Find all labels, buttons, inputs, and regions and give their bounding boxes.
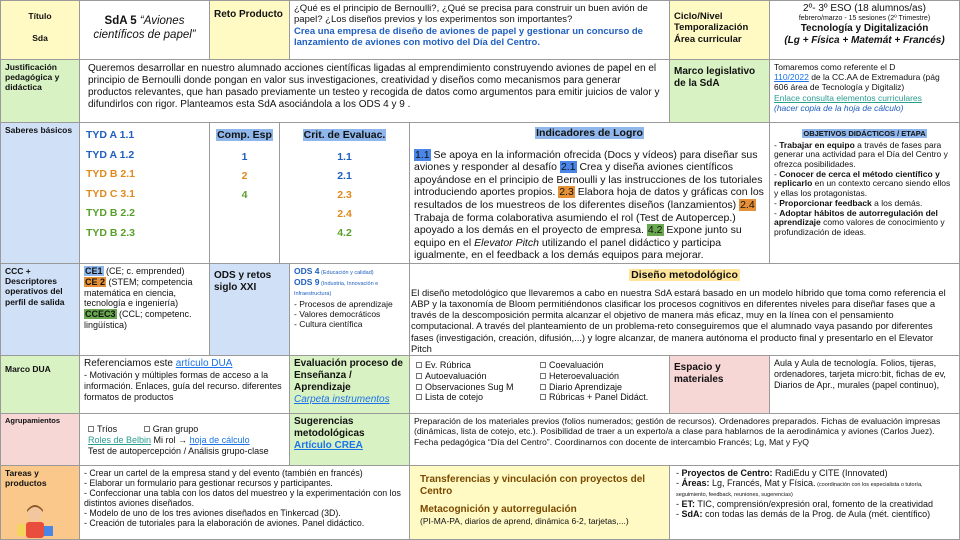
sugerencias-label-cell (289, 413, 410, 466)
mi-rol-text: Mi rol → (151, 434, 190, 445)
tyd-item: TYD C 3.1 (86, 187, 136, 200)
articulo-dua-link[interactable]: artículo DUA (175, 358, 233, 369)
ccec-line (84, 309, 205, 331)
gran-grupo-label: Gran grupo (152, 424, 199, 434)
crit-item: 2.3 (337, 188, 352, 201)
saberes-label: Saberes básicos (5, 125, 73, 135)
diseno-cell (409, 263, 960, 356)
agrupamientos-cell (79, 413, 290, 466)
check-label: Ev. Rúbrica (425, 360, 471, 370)
roles-line (88, 435, 285, 446)
ccc-label: CCC + Descriptores operativos del perfil de salida (5, 266, 65, 307)
justificacion-label: Justificación pedagógica y didáctica (5, 62, 60, 93)
trios-label: Tríos (97, 424, 118, 434)
objetivo-bold: Trabajar en equipo (779, 139, 855, 150)
tarea-item: - Crear un cartel de la empresa stand y del evento (también en francés) (84, 468, 405, 478)
descriptores-cell (79, 263, 210, 356)
gran-grupo-option[interactable] (144, 424, 199, 434)
checkbox-icon (540, 362, 546, 368)
ciclo-line1: 2º- 3º ESO (18 alumnos/as) (803, 3, 926, 14)
tyd-cell (79, 122, 210, 264)
check-label: Observaciones Sug M (425, 381, 514, 392)
transferencias-cell (409, 465, 670, 540)
proyecto-bold: SdA: (681, 508, 703, 519)
sda-title-italic: “Aviones científicos de papel” (93, 15, 196, 41)
title-cell (79, 0, 210, 60)
check-item[interactable] (416, 392, 514, 403)
ind-text: Se apoya en la información ofrecida (Docs y vídeos) para diseñar sus aviones y responder al desafío (414, 148, 758, 174)
justificacion-label-cell (0, 59, 80, 123)
proyecto-item (676, 468, 955, 478)
tyd-item: TYD A 1.1 (86, 129, 135, 141)
espacio-label: Espacio y materiales (674, 362, 724, 385)
metacognicion-label: Metacognición y autorregulación (420, 504, 577, 515)
objetivo-item (774, 170, 955, 199)
ods-label-cell (209, 263, 290, 356)
objetivos-header (774, 129, 955, 139)
sda-label: Sda (32, 33, 48, 44)
objetivo-item (774, 209, 955, 238)
proyecto-bold: Áreas: (681, 478, 710, 489)
evaluacion-label-cell (289, 355, 410, 414)
marco-text-3: (hacer copia de la hoja de cálculo) (774, 102, 904, 113)
check-label: Diario Aprendizaje (549, 381, 623, 392)
objetivos-cell (769, 122, 960, 264)
ods9-text: (Industria, Innovación e Infraestructura) (294, 280, 379, 298)
check-label: Heteroevaluación (549, 370, 620, 381)
sugerencias-label: Sugerencias metodológicas (294, 416, 365, 439)
comp-header-text: Comp. Esp (217, 129, 272, 141)
ce1-text: (CE; c. emprended) (103, 266, 185, 276)
reto-cell (289, 0, 670, 60)
checkbox-icon (540, 373, 546, 379)
student-illustration-icon (15, 504, 55, 540)
sugerencias-text: Preparación de los materiales previos (folios numerados; gestión de recursos). Ordenadores preparados. Fichas de evaluación impresas (dinámicas, lista de cotejo, etc.). Posibilidad de traer a un experto/a a clase para hablarnos de la aerodinámica y aviones (Carlos Juez). Fecha pedagógica “Día del Centro”. Coordinarnos con docente de intercambio Francés; Lg, Mat y FyQ (414, 416, 941, 447)
ce1-line (84, 266, 205, 277)
ind-text: Elabora hoja de datos y gráficas con los resultados de los muestreos de los diferentes diseños (lanzamientos) (414, 186, 764, 211)
tareas-label: Tareas y productos (5, 468, 47, 489)
agrup-options (88, 424, 285, 435)
check-label: Coevaluación (549, 360, 604, 370)
checkbox-icon (416, 384, 422, 390)
carpeta-instrumentos-link[interactable]: Carpeta instrumentos (294, 394, 390, 405)
reto-item: - Procesos de aprendizaje (294, 299, 405, 309)
titulo-label: Título (28, 11, 52, 21)
reto-label-cell (209, 0, 290, 60)
dua-cell (79, 355, 290, 414)
check-item[interactable] (416, 360, 514, 371)
ce2-text: (STEM; competencia matemática en ciencia, tecnología e ingeniería) (84, 276, 193, 309)
dua-ref-text: Referenciamos este (84, 358, 176, 369)
ods9-tag: ODS 9 (294, 276, 320, 287)
ciclo-line4: (Lg + Física + Matemát + Francés) (784, 35, 945, 47)
ccec-text: (CCL; competenc. lingüística) (84, 309, 192, 330)
ccc-label-cell (0, 263, 80, 356)
proyecto-text: RadiEdu y CITE (Innovated) (772, 468, 888, 478)
comp-item: 4 (241, 188, 248, 201)
proyecto-item (676, 478, 955, 498)
check-label: Lista de cotejo (425, 392, 484, 403)
indicadores-text (414, 149, 765, 262)
dua-item: - Motivación y múltiples formas de acceso a la información. Enlaces, guía del recurso. diferentes formatos de productos (84, 370, 285, 402)
objetivo-bold: Proporcionar feedback (779, 197, 872, 208)
reto-item: - Valores democráticos (294, 309, 405, 319)
tyd-item: TYD A 1.2 (86, 148, 135, 161)
ciclo-line3: Tecnología y Digitalización (800, 23, 929, 35)
metacognicion-text: (PI-MA-PA, diarios de aprend, dinámica 6-2, tarjetas,...) (420, 516, 629, 526)
checks-right (540, 360, 648, 403)
tarea-item: - Confeccionar una tabla con los datos del muestreo y la experimentación con los distintos aviones diseñados. (84, 488, 405, 508)
crit-item: 1.1 (337, 150, 352, 163)
check-item[interactable] (416, 371, 514, 382)
sugerencias-cell (409, 413, 960, 466)
diseno-text: El diseño metodológico que llevaremos a cabo en nuestra SdA estará basado en un modelo híbrido que toma como referencia el ABP y la taxonomía de Bloom permitiéndonos clasificar los procesos cognitivos en diferentes niveles para diseñar fases que a través de la descomposición permita alcanzar el objetivo de manera más eficaz, muy en la línea con el pensamiento computacional. A través del planteamiento de un problema-reto conseguiremos que el alumnado vaya pasando por diferentes fases (investigación, creación, difusión,...) y logre alcanzar, de manera autónoma el producto final y presentarlo en el Elevator Pitch (411, 286, 946, 354)
objetivo-bold: Adoptar hábitos de autorregulación del aprendizaje (774, 207, 938, 228)
roles-belbin-link[interactable]: Roles de Belbin (88, 434, 152, 445)
ce2-tag: CE 2 (85, 276, 106, 287)
tareas-cell (79, 465, 410, 540)
marco-text-2: de la CC.AA de Extremadura (pág 606 área de Tecnología y Digitaliz) (774, 72, 940, 93)
diseno-header (414, 269, 955, 282)
ods4-tag: ODS 4 (294, 266, 320, 276)
reto-item: - Cultura científica (294, 319, 405, 329)
ods-label: ODS y retos siglo XXI (214, 270, 272, 293)
crit-header-text: Crit. de Evaluac. (303, 129, 386, 141)
titulo-label-cell (0, 0, 80, 60)
ciclo-label: Ciclo/Nivel Temporalización Área curricular (674, 11, 749, 45)
tarea-item: - Modelo de uno de los tres aviones diseñados en Tinkercad (3D). (84, 508, 405, 518)
comp-header (214, 129, 275, 142)
ind-text: Expone junto su equipo en el (414, 224, 742, 249)
proyecto-text: Lg, Francés, Mat y Física. (709, 478, 816, 489)
sda-title: SdA 5 (104, 15, 137, 27)
checkbox-icon (88, 426, 94, 432)
articulo-crea-link[interactable]: Artículo CREA (294, 440, 363, 451)
checkbox-icon (416, 373, 422, 379)
comp-item: 2 (241, 169, 248, 182)
objetivo-text: a través de fases para generar una actividad para el Día del Centro y ofrezca posibilidades. (774, 139, 948, 170)
marco-legislativo-label: Marco legislativo de la SdA (674, 66, 756, 89)
reto-label: Reto Producto (214, 9, 283, 20)
ind-text: utilizando el panel didáctico y participa igualmente, en el feedback a los demás equipos para mejorar. (414, 236, 722, 262)
check-item[interactable] (540, 382, 648, 393)
ods-cell (289, 263, 410, 356)
comp-item: 1 (241, 150, 248, 163)
indicadores-header-text: Indicadores de Logro (536, 127, 643, 139)
check-label: Rúbricas + Panel Didáct. (549, 392, 649, 403)
crit-item: 2.4 (337, 207, 352, 220)
test-line: Test de autopercepción / Análisis grupo-clase (88, 445, 269, 456)
reto-product: Crea una empresa de diseño de aviones de papel y gestionar un concurso de lanzamiento de aviones con motivo del Día del Centro. (294, 25, 643, 49)
proyecto-text: con todas las demás de la Prog. de Aula (mét. científico) (702, 508, 931, 519)
evaluacion-checks-cell (409, 355, 670, 414)
ind-tag: 2.4 (740, 198, 755, 211)
proyecto-item (676, 499, 955, 509)
comp-cell (209, 122, 280, 264)
ods4-text: (Educación y calidad) (319, 270, 374, 276)
decreto-link[interactable]: 110/2022 (774, 72, 809, 83)
tareas-label-cell (0, 465, 80, 540)
checkbox-icon (416, 362, 422, 368)
objetivos-header-text: OBJETIVOS DIDÁCTICOS / ETAPA (803, 129, 926, 138)
crit-header (284, 129, 405, 142)
crit-item: 4.2 (337, 226, 352, 239)
checks-left (416, 360, 514, 403)
dua-label-cell (0, 355, 80, 414)
marco-legislativo-cell (769, 59, 960, 123)
ciclo-line2: febrero/marzo - 15 sesiones (2º Trimestre) (798, 15, 931, 22)
espacio-text: Aula y Aula de tecnología. Folios, tijeras, ordenadores, tarjeta micro:bit, fichas de ev, Diarios de Apr., murales (papel continuo), (774, 358, 946, 390)
agrupamientos-label: Agrupamientos (5, 416, 61, 425)
tarea-item: - Creación de tutoriales para la elaboración de aviones. Panel didáctico. (84, 518, 405, 528)
transferencias-label: Transferencias y vinculación con proyectos del Centro (420, 474, 646, 497)
marco-text-1: Tomaremos como referente el D (774, 62, 896, 72)
trios-option[interactable] (88, 424, 117, 434)
ods4-line (294, 266, 405, 277)
objetivo-item (774, 141, 955, 170)
ind-tag: 4.2 (647, 224, 663, 237)
objetivo-bold: Conocer de cerca el método científico y replicarlo (774, 168, 940, 189)
ciclo-cell (769, 0, 960, 60)
dua-label: Marco DUA (5, 364, 51, 374)
indicadores-cell (409, 122, 770, 264)
checkbox-icon (540, 384, 546, 390)
check-item[interactable] (416, 382, 514, 393)
evaluacion-label: Evaluación proceso de Enseñanza / Aprendizaje (294, 358, 403, 393)
checkbox-icon (540, 394, 546, 400)
curriculum-link[interactable]: Enlace consulta elementos curriculares (774, 92, 922, 103)
tyd-item: TYD B 2.2 (86, 207, 136, 219)
ciclo-label-cell (669, 0, 770, 60)
proyecto-bold: Proyectos de Centro: (681, 468, 773, 478)
ce2-line (84, 277, 205, 309)
dua-ref (84, 358, 285, 370)
ind-text: Crea y diseña aviones científicos apoyándose en el principio de Bernoulli y las instrucciones de los tutoriales introduciendo aportes propios. (414, 161, 763, 199)
indicadores-header (414, 127, 765, 140)
ind-tag: 1.1 (415, 148, 430, 161)
diseno-header-text: Diseño metodológico (631, 269, 738, 281)
justificacion-cell (79, 59, 670, 123)
check-item[interactable] (540, 392, 648, 403)
justificacion-text: Queremos desarrollar en nuestro alumnado acciones científicas ligadas al emprendimiento construyendo aviones de papel en el principio de Bernoulli donde pongan en valor sus investigaciones, creatividad y diseños como mecanismos para generar productos relevantes, que han pasado previamente un testeo y recogida de datos como argumentos para emitir juicios de valor y difundirlos con rigor. Planteamos esta SdA asociándola a los ODS 4 y 9 . (88, 63, 660, 110)
proyecto-item (676, 509, 955, 519)
proyecto-text: TIC, comprensión/expresión oral, fomento de la creatividad (695, 498, 933, 509)
objetivo-text: en un contexto cercano siendo ellos y ellas los protagonistas. (774, 178, 951, 199)
check-item[interactable] (540, 360, 648, 371)
crit-cell (279, 122, 410, 264)
ods9-line (294, 277, 405, 298)
saberes-label-cell (0, 122, 80, 264)
checkbox-icon (416, 394, 422, 400)
ind-tag: 2.1 (560, 161, 576, 174)
check-item[interactable] (540, 371, 648, 382)
ce1-tag: CE1 (85, 266, 103, 276)
hoja-calculo-link[interactable]: hoja de cálculo (189, 434, 250, 445)
proyectos-cell (669, 465, 960, 540)
objetivo-text: a los demás. (871, 197, 923, 208)
proyecto-small: (coordinación con los especialista o tutoría, seguimiento, feedback, reuniones, sugerencias) (676, 482, 923, 499)
tyd-item: TYD B 2.3 (86, 226, 136, 239)
proyecto-bold: ET: (681, 498, 695, 509)
ind-text: Trabaja de forma colaborativa asumiendo el rol (Test de Autopercep.) apoyado a los demás en el proyecto de empresa. (414, 211, 736, 237)
espacio-cell (769, 355, 960, 414)
espacio-label-cell (669, 355, 770, 414)
reto-questions: ¿Qué es el principio de Bernoulli?, ¿Qué se precisa para construir un buen avión de papel? ¿Los diseños previos y los experimentos son importantes? (294, 3, 648, 26)
check-label: Autoevaluación (425, 370, 487, 381)
ind-tag: 2.3 (559, 186, 574, 199)
ind-text: Elevator Pitch (474, 236, 539, 249)
tyd-item: TYD B 2.1 (86, 168, 136, 180)
objetivo-text: como valores de conocimiento y profundización de ideas. (774, 217, 945, 237)
tarea-item: - Elaborar un formulario para gestionar recursos y participantes. (84, 478, 405, 488)
agrupamientos-label-cell (0, 413, 80, 466)
checkbox-icon (144, 426, 150, 432)
ccec-tag: CCEC3 (85, 309, 116, 320)
crit-item: 2.1 (337, 169, 352, 182)
marco-legislativo-label-cell (669, 59, 770, 123)
